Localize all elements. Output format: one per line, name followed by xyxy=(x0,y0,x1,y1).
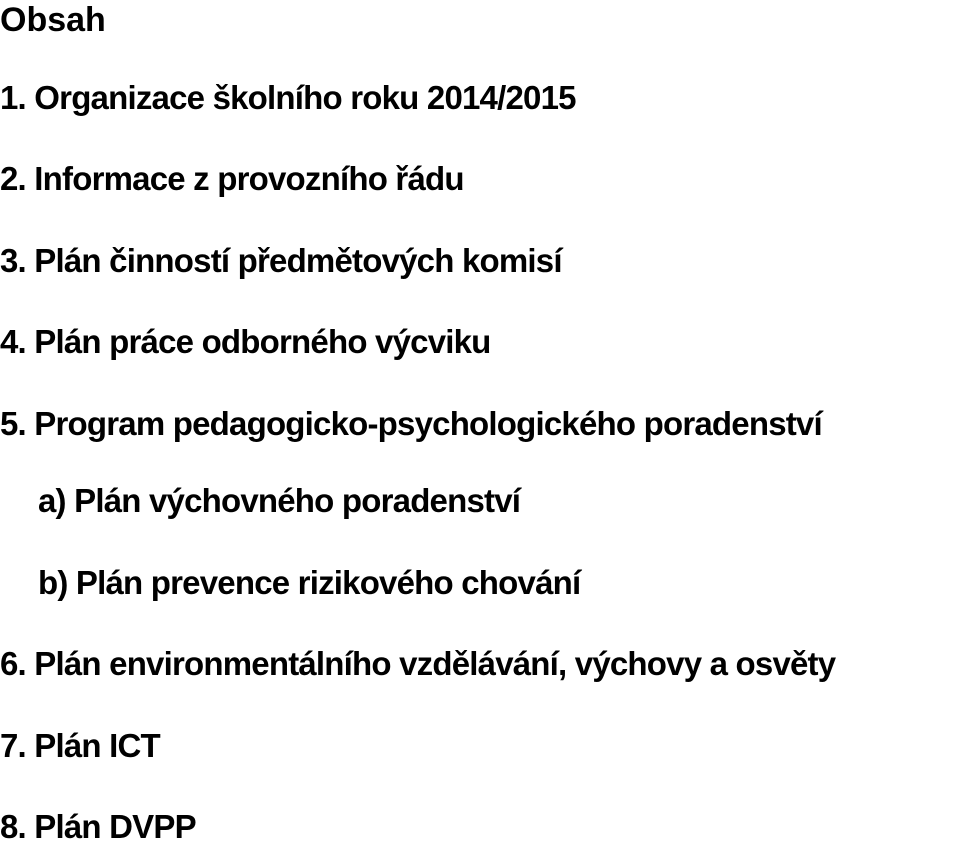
toc-item-predmetove-komise: 3. Plán činností předmětových komisí xyxy=(0,242,562,279)
toc-subitem-prevence: b) Plán prevence rizikového chování xyxy=(38,564,581,601)
toc-subitem-vychovne-poradenstvi: a) Plán výchovného poradenství xyxy=(38,482,521,519)
toc-item-ict: 7. Plán ICT xyxy=(0,727,160,764)
toc-item-environmentalni: 6. Plán environmentálního vzdělávání, výchovy a osvěty xyxy=(0,645,836,682)
toc-item-provozni-rad: 2. Informace z provozního řádu xyxy=(0,160,464,197)
page-title: Obsah xyxy=(0,1,106,39)
toc-item-organizace: 1. Organizace školního roku 2014/2015 xyxy=(0,79,576,116)
toc-item-odborny-vycvik: 4. Plán práce odborného výcviku xyxy=(0,323,491,360)
toc-item-dvpp: 8. Plán DVPP xyxy=(0,808,196,845)
toc-item-poradenstvi: 5. Program pedagogicko-psychologického poradenství xyxy=(0,405,822,442)
